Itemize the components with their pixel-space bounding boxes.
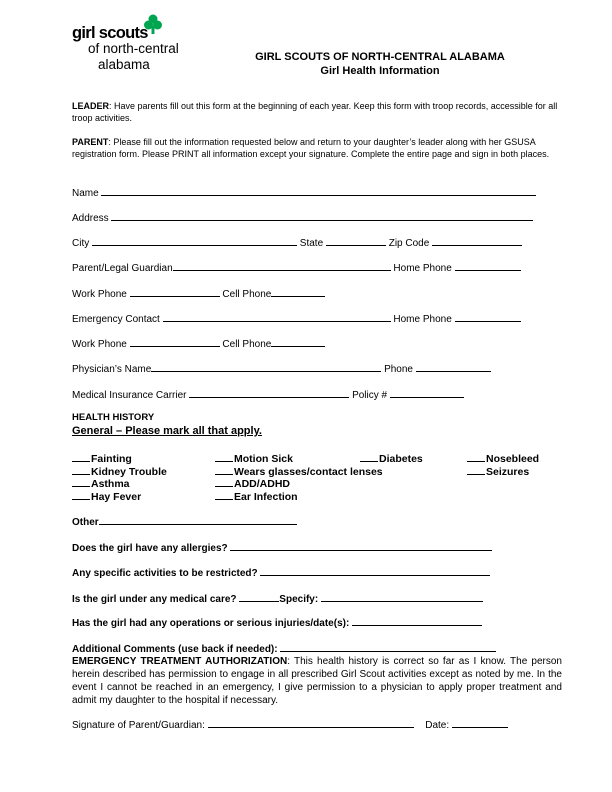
other-label: Other bbox=[72, 517, 99, 528]
operations-field[interactable] bbox=[352, 616, 482, 626]
comments-label: Additional Comments (use back if needed): bbox=[72, 644, 278, 655]
general-heading: General – Please mark all that apply. bbox=[72, 425, 262, 437]
emergency-home-phone-label: Home Phone bbox=[393, 314, 452, 325]
condition-nosebleed[interactable] bbox=[467, 452, 539, 466]
comments-row bbox=[72, 642, 496, 656]
signature-row bbox=[72, 718, 508, 732]
checkbox-blank[interactable] bbox=[215, 465, 233, 475]
guardian-label: Parent/Legal Guardian bbox=[72, 263, 173, 274]
logo bbox=[72, 14, 202, 74]
physician-field[interactable] bbox=[151, 362, 381, 372]
city-row bbox=[72, 236, 522, 250]
condition-asthma[interactable] bbox=[72, 477, 130, 491]
physician-row bbox=[72, 362, 491, 376]
checkbox-blank[interactable] bbox=[360, 452, 378, 462]
name-row bbox=[72, 186, 536, 200]
guardian-field[interactable] bbox=[173, 261, 391, 271]
condition-label: Wears glasses/contact lenses bbox=[234, 466, 383, 478]
address-label: Address bbox=[72, 213, 109, 224]
insurance-row bbox=[72, 388, 464, 402]
home-phone-label: Home Phone bbox=[393, 263, 452, 274]
address-field[interactable] bbox=[111, 211, 533, 221]
parent-text: : Please fill out the information requested below and return to your daughter’s leader along with her GSUSA registration form. Please PRINT all information except your signature. Complete the entire page and sign in both places. bbox=[72, 137, 550, 159]
condition-label: Asthma bbox=[91, 478, 130, 490]
leader-instructions bbox=[72, 101, 560, 124]
restricted-field[interactable] bbox=[260, 566, 490, 576]
emergency-contact-label: Emergency Contact bbox=[72, 314, 160, 325]
condition-seizures[interactable] bbox=[467, 465, 529, 479]
checkbox-blank[interactable] bbox=[72, 465, 90, 475]
emergency-cell-phone-label: Cell Phone bbox=[222, 339, 272, 350]
state-label: State bbox=[299, 238, 324, 249]
physician-label: Physician’s Name bbox=[72, 364, 152, 375]
zip-label: Zip Code bbox=[388, 238, 430, 249]
condition-diabetes[interactable] bbox=[360, 452, 423, 466]
cell-phone-label: Cell Phone bbox=[222, 289, 272, 300]
allergies-row bbox=[72, 541, 492, 555]
emergency-contact-field[interactable] bbox=[163, 312, 391, 322]
medical-care-row bbox=[72, 592, 483, 606]
checkbox-blank[interactable] bbox=[72, 490, 90, 500]
signature-field[interactable] bbox=[208, 718, 414, 728]
parent-label: PARENT bbox=[72, 137, 109, 147]
condition-hayfever[interactable] bbox=[72, 490, 141, 504]
parent-instructions bbox=[72, 137, 560, 160]
allergies-field[interactable] bbox=[230, 541, 492, 551]
logo-line-3: alabama bbox=[98, 57, 150, 72]
emergency-authorization bbox=[72, 655, 562, 707]
restricted-label: Any specific activities to be restricted? bbox=[72, 568, 258, 579]
address-row bbox=[72, 211, 533, 225]
condition-motion[interactable] bbox=[215, 452, 293, 466]
page-title: GIRL SCOUTS OF NORTH-CENTRAL ALABAMA bbox=[255, 51, 505, 63]
operations-label: Has the girl had any operations or serious injuries/date(s): bbox=[72, 618, 350, 629]
work-phone-row-2 bbox=[72, 337, 325, 351]
authorization-label: EMERGENCY TREATMENT AUTHORIZATION bbox=[72, 656, 288, 667]
leader-label: LEADER bbox=[72, 101, 110, 111]
emergency-home-phone-field[interactable] bbox=[455, 312, 521, 322]
condition-label: Motion Sick bbox=[234, 453, 293, 465]
leader-text: : Have parents fill out this form at the beginning of each year. Keep this form with troop records, accessible for all troop activities. bbox=[72, 101, 558, 123]
insurance-label: Medical Insurance Carrier bbox=[72, 390, 187, 401]
authorization-text: : This health history is correct so far as I know. The person herein described has permission to engage in all prescribed Girl Scout activities except as noted by me. In the event I cannot be reached in an emergency, I give permission to a physician to apply proper treatment and admit my daughter to the hospital if necessary. bbox=[72, 656, 562, 706]
logo-brand: girl scouts bbox=[72, 24, 148, 42]
emergency-row bbox=[72, 312, 521, 326]
checkbox-blank[interactable] bbox=[215, 477, 233, 487]
health-history-heading: HEALTH HISTORY bbox=[72, 412, 155, 423]
emergency-cell-phone-field[interactable] bbox=[271, 337, 325, 347]
condition-ear[interactable] bbox=[215, 490, 298, 504]
condition-label: Ear Infection bbox=[234, 491, 298, 503]
date-field[interactable] bbox=[452, 718, 508, 728]
emergency-work-phone-label: Work Phone bbox=[72, 339, 127, 350]
work-phone-label: Work Phone bbox=[72, 289, 127, 300]
policy-field[interactable] bbox=[390, 388, 464, 398]
condition-add[interactable] bbox=[215, 477, 290, 491]
condition-label: Kidney Trouble bbox=[91, 466, 167, 478]
physician-phone-label: Phone bbox=[384, 364, 413, 375]
allergies-label: Does the girl have any allergies? bbox=[72, 543, 228, 554]
zip-field[interactable] bbox=[432, 236, 522, 246]
guardian-row bbox=[72, 261, 521, 275]
emergency-work-phone-field[interactable] bbox=[130, 337, 220, 347]
specify-label: Specify: bbox=[279, 594, 319, 605]
comments-field[interactable] bbox=[280, 642, 496, 652]
medical-care-label: Is the girl under any medical care? bbox=[72, 594, 237, 605]
state-field[interactable] bbox=[326, 236, 386, 246]
condition-fainting[interactable] bbox=[72, 452, 132, 466]
city-label: City bbox=[72, 238, 90, 249]
medical-care-field[interactable] bbox=[239, 592, 279, 602]
checkbox-blank[interactable] bbox=[467, 452, 485, 462]
insurance-field[interactable] bbox=[189, 388, 349, 398]
logo-line-2: of north-central bbox=[88, 41, 179, 56]
work-phone-row-1 bbox=[72, 287, 325, 301]
home-phone-field[interactable] bbox=[455, 261, 521, 271]
checkbox-blank[interactable] bbox=[215, 490, 233, 500]
condition-label: Fainting bbox=[91, 453, 132, 465]
name-label: Name bbox=[72, 188, 99, 199]
other-row bbox=[72, 515, 297, 529]
operations-row bbox=[72, 616, 482, 630]
condition-label: Nosebleed bbox=[486, 453, 540, 465]
city-field[interactable] bbox=[92, 236, 297, 246]
condition-label: Hay Fever bbox=[91, 491, 142, 503]
condition-label: Diabetes bbox=[379, 453, 423, 465]
specify-field[interactable] bbox=[321, 592, 483, 602]
condition-label: Seizures bbox=[486, 466, 530, 478]
signature-label: Signature of Parent/Guardian: bbox=[72, 720, 205, 731]
date-label: Date: bbox=[425, 720, 450, 731]
policy-label: Policy # bbox=[352, 390, 388, 401]
other-field[interactable] bbox=[99, 515, 297, 525]
checkbox-blank[interactable] bbox=[467, 465, 485, 475]
page-subtitle: Girl Health Information bbox=[320, 65, 440, 77]
physician-phone-field[interactable] bbox=[416, 362, 491, 372]
restricted-row bbox=[72, 566, 490, 580]
checkbox-blank[interactable] bbox=[72, 477, 90, 487]
work-phone-field[interactable] bbox=[130, 287, 220, 297]
checkbox-blank[interactable] bbox=[72, 452, 90, 462]
condition-label: ADD/ADHD bbox=[234, 478, 290, 490]
cell-phone-field[interactable] bbox=[271, 287, 325, 297]
name-field[interactable] bbox=[101, 186, 536, 196]
checkbox-blank[interactable] bbox=[215, 452, 233, 462]
